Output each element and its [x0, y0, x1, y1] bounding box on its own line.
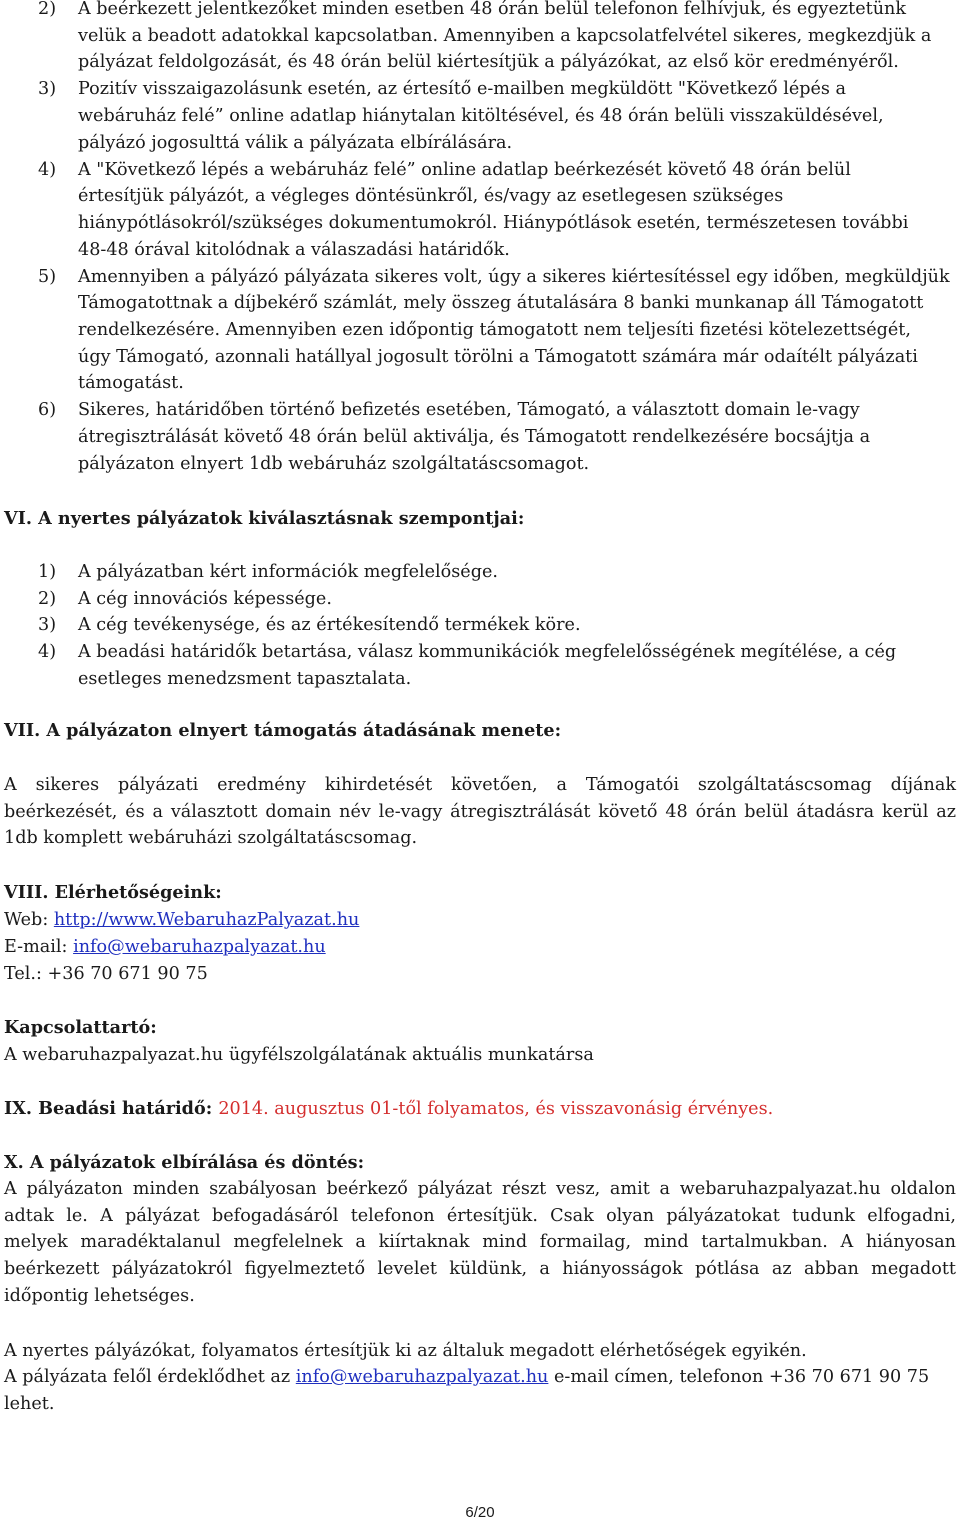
- list-item-number: 2): [38, 588, 57, 609]
- list-item-line: pályázat feldolgozását, és 48 órán belül kiértesítjük a pályázókat, az első kör eredményéről.: [78, 52, 899, 73]
- page-number: 6/20: [465, 1504, 495, 1521]
- section-vii-heading: VII. A pályázaton elnyert támogatás átadásának menete:: [4, 720, 562, 741]
- list-item-line: pályázó jogosulttá válik a pályázata elbírálására.: [78, 132, 513, 153]
- list-item-line: úgy Támogató, azonnali hatállyal jogosult törölni a Támogatott számára már odaítélt pályázati: [78, 346, 918, 367]
- deadline-text: 2014. augusztus 01-től folyamatos, és visszavonásig érvényes.: [218, 1099, 774, 1119]
- list-item-line: Pozitív visszaigazolásunk esetén, az értesítő e-mailben megküldött "Következő lépés a: [78, 79, 847, 100]
- list-item-line: A "Következő lépés a webáruház felé” online adatlap beérkezését követő 48 órán belül: [78, 159, 851, 180]
- section-ix-heading: IX. Beadási határidő:: [4, 1098, 219, 1119]
- paragraph-line: adtak le. A pályázat befogadásáról telefonon értesítjük. Csak olyan pályázatokat tudunk elfogadni,: [4, 1205, 956, 1226]
- list-item-line: webáruház felé” online adatlap hiánytalan kitöltésével, és 48 órán belüli visszaküldésével,: [78, 105, 884, 126]
- list-item-line: A pályázatban kért információk megfelelősége.: [78, 562, 498, 582]
- section-ix-line: [4, 1096, 956, 1123]
- web-label: Web:: [4, 910, 54, 930]
- paragraph-line: melyek maradéktalanul megfelelnek a kiírtaknak mind formailag, mind tartalmukban. A hiányosan: [4, 1232, 956, 1253]
- list-item-line: Támogatottnak a díjbekérő számlát, mely összeg átutalására 8 banki munkanap áll Támogatott: [78, 293, 924, 314]
- phone-line: Tel.: +36 70 671 90 75: [4, 964, 208, 984]
- list-item-line: Amennyiben a pályázó pályázata sikeres volt, úgy a sikeres kiértesítéssel egy időben, megküldjük: [78, 266, 950, 287]
- inquiry-last-line: lehet.: [4, 1394, 55, 1414]
- email-label: E-mail:: [4, 937, 74, 957]
- email-line: [4, 934, 956, 961]
- list-item-line: 48-48 órával kitolódnak a válaszadási határidők.: [78, 239, 510, 260]
- list-item-line: támogatást.: [78, 373, 184, 394]
- list-item-number: 5): [38, 266, 57, 287]
- list-item-line: A beérkezett jelentkezőket minden esetben 48 órán belül telefonon felhívjuk, és egyeztetünk: [78, 0, 907, 19]
- inquiry-after: e-mail címen, telefonon +36 70 671 90 75: [548, 1367, 930, 1387]
- list-item-number: 4): [38, 159, 57, 180]
- contact-text: A webaruhazpalyazat.hu ügyfélszolgálatának aktuális munkatársa: [4, 1045, 594, 1065]
- list-item-number: 3): [38, 79, 57, 100]
- email-link[interactable]: info@webaruhazpalyazat.hu: [73, 937, 326, 957]
- list-item-line: A cég tevékenysége, és az értékesítendő termékek köre.: [78, 615, 581, 636]
- paragraph-line: 1db komplett webáruházi szolgáltatáscsomag.: [4, 828, 418, 849]
- list-item-line: esetleges menedzsment tapasztalata.: [78, 668, 412, 689]
- inquiry-line: [4, 1364, 956, 1391]
- list-item-number: 6): [38, 400, 57, 421]
- contact-heading: Kapcsolattartó:: [4, 1017, 157, 1038]
- paragraph-line: beérkezését, és a választott domain név le-vagy átregisztrálását követő 48 órán belül átadásra kerül az: [4, 801, 956, 822]
- inquiry-email-link[interactable]: info@webaruhazpalyazat.hu: [295, 1367, 549, 1387]
- list-item-line: Sikeres, határidőben történő befizetés esetében, Támogató, a választott domain le-vagy: [78, 400, 860, 421]
- list-item-line: hiánypótlásokról/szükséges dokumentumokról. Hiánypótlások esetén, természetesen további: [78, 212, 909, 233]
- list-item-line: pályázaton elnyert 1db webáruház szolgáltatáscsomagot.: [78, 453, 590, 474]
- paragraph-line: időpontig lehetséges.: [4, 1285, 195, 1306]
- paragraph-line: A sikeres pályázati eredmény kihirdetését követően, a Támogatói szolgáltatáscsomag díjának: [4, 775, 956, 795]
- section-x-heading: X. A pályázatok elbírálása és döntés:: [4, 1152, 365, 1173]
- list-item-number: 2): [38, 0, 57, 19]
- paragraph-line: beérkezett pályázatokról figyelmeztető levelet küldünk, a hiányosságok pótlása az abban megadott: [4, 1259, 956, 1280]
- inquiry-before: A pályázata felől érdeklődhet az: [4, 1367, 296, 1387]
- list-item-line: A cég innovációs képessége.: [78, 588, 332, 609]
- list-item-line: átregisztrálását követő 48 órán belül aktiválja, és Támogatott rendelkezésére bocsájtja a: [78, 426, 871, 447]
- section-vi-heading: VI. A nyertes pályázatok kiválasztásnak szempontjai:: [4, 508, 525, 529]
- web-line: [4, 907, 956, 934]
- list-item-line: rendelkezésére. Amennyiben ezen időpontig támogatott nem teljesíti fizetési kötelezettségét,: [78, 319, 911, 340]
- list-item-number: 4): [38, 642, 57, 663]
- list-item-line: A beadási határidők betartása, válasz kommunikációk megfelelősségének megítélése, a cég: [78, 642, 897, 663]
- list-item-line: velük a beadott adatokkal kapcsolatban. Amennyiben a kapcsolatfelvétel sikeres, megkezdjük a: [78, 25, 932, 46]
- paragraph-line: A pályázaton minden szabályosan beérkező pályázat részt vesz, amit a webaruhazpalyazat.hu oldalon: [4, 1179, 956, 1199]
- section-viii-heading: VIII. Elérhetőségeink:: [4, 882, 222, 903]
- website-link[interactable]: http://www.WebaruhazPalyazat.hu: [53, 910, 360, 930]
- list-item-line: értesítjük pályázót, a végleges döntésünkről, és/vagy az esetlegesen szükséges: [78, 186, 784, 207]
- list-item-number: 3): [38, 615, 57, 636]
- winners-notice: A nyertes pályázókat, folyamatos értesítjük ki az általuk megadott elérhetőségek egyikén.: [4, 1341, 807, 1361]
- list-item-number: 1): [38, 562, 57, 582]
